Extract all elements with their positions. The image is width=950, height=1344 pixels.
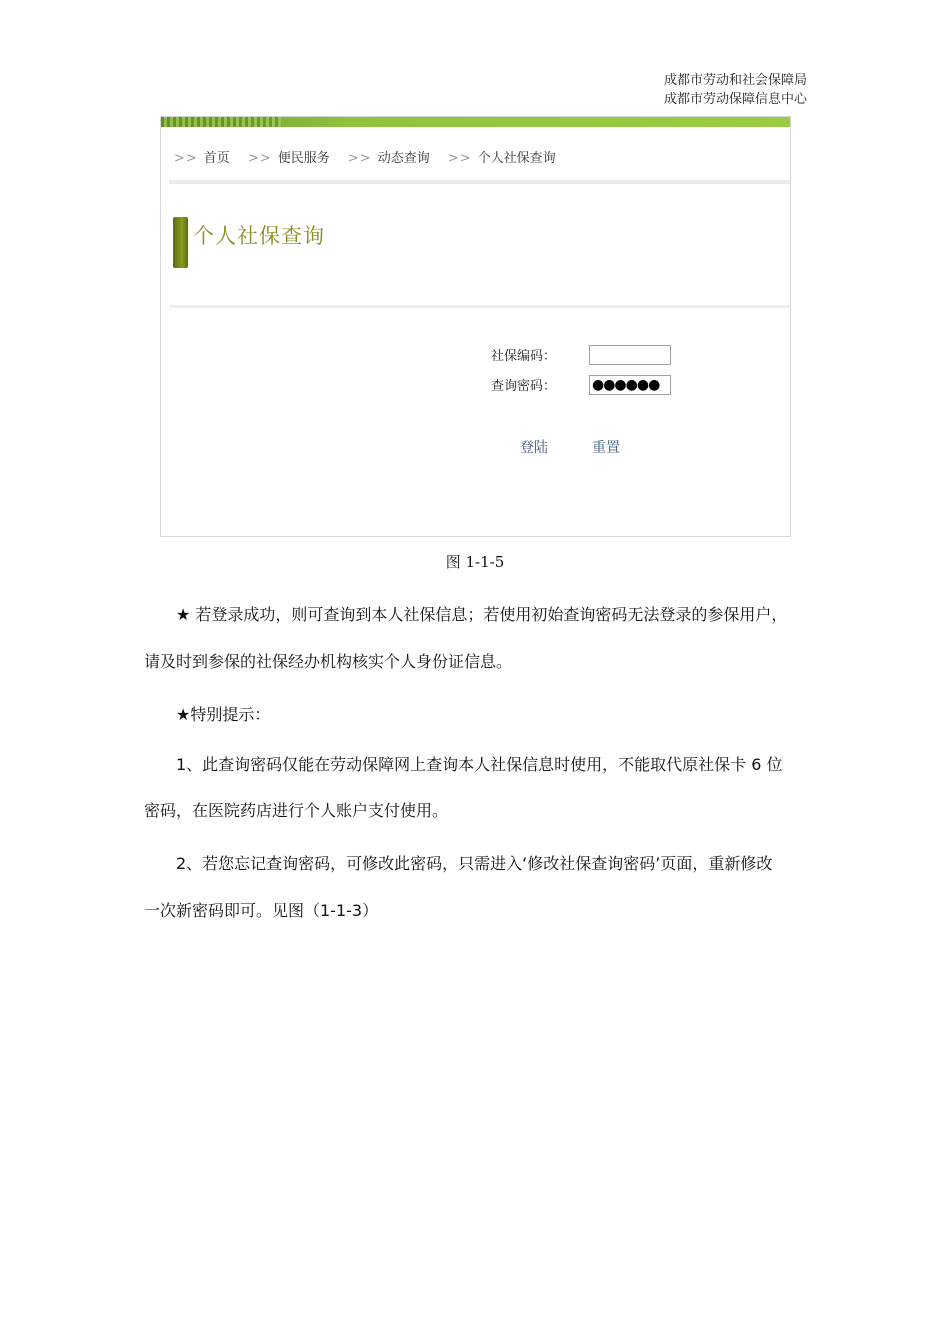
divider [169, 305, 790, 308]
breadcrumb-separator: >> [174, 151, 198, 166]
paragraph-line: 密码，在医院药店进行个人账户支付使用。 [144, 801, 449, 820]
breadcrumb-separator: >> [247, 151, 272, 166]
id-label: 社保编码： [491, 349, 557, 364]
password-label: 查询密码： [491, 379, 557, 394]
title-accent-bar [173, 217, 188, 268]
breadcrumb-separator: >> [447, 151, 472, 166]
header-org-line1: 成都市劳动和社会保障局 [663, 73, 807, 88]
social-security-id-input[interactable] [589, 345, 671, 365]
document-header [664, 71, 807, 109]
paragraph-line: 请及时到参保的社保经办机构核实个人身份证信息。 [144, 652, 513, 671]
header-org-line2: 成都市劳动保障信息中心 [663, 92, 807, 107]
paragraph-line: 2、若您忘记查询密码，可修改此密码，只需进入‘修改社保查询密码’页面，重新修改 [176, 854, 773, 873]
paragraph-line: 1、此查询密码仅能在劳动保障网上查询本人社保信息时使用，不能取代原社保卡 6 位 [176, 755, 783, 774]
password-input[interactable]: ●●●●●● [589, 375, 671, 395]
figure-caption: 图 1-1-5 [445, 553, 505, 571]
breadcrumb [174, 147, 570, 166]
breadcrumb-separator: >> [347, 151, 372, 166]
breadcrumb-dynamic-query-link[interactable]: 动态查询 [377, 151, 430, 166]
reset-button[interactable]: 重置 [592, 440, 620, 456]
breadcrumb-current: 个人社保查询 [477, 151, 556, 166]
banner-texture [161, 117, 281, 127]
tip-heading: ★特别提示： [176, 705, 271, 724]
page-title: 个人社保查询 [193, 224, 325, 248]
breadcrumb-services-link[interactable]: 便民服务 [277, 151, 330, 166]
embedded-screenshot [160, 116, 791, 537]
paragraph-line: 一次新密码即可。见图（1-1-3） [144, 901, 379, 920]
banner-strip [161, 117, 790, 127]
login-button[interactable]: 登陆 [520, 440, 548, 456]
paragraph-line: ★ 若登录成功，则可查询到本人社保信息；若使用初始查询密码无法登录的参保用户， [176, 605, 788, 624]
divider [169, 180, 790, 184]
breadcrumb-home-link[interactable]: 首页 [203, 151, 230, 166]
